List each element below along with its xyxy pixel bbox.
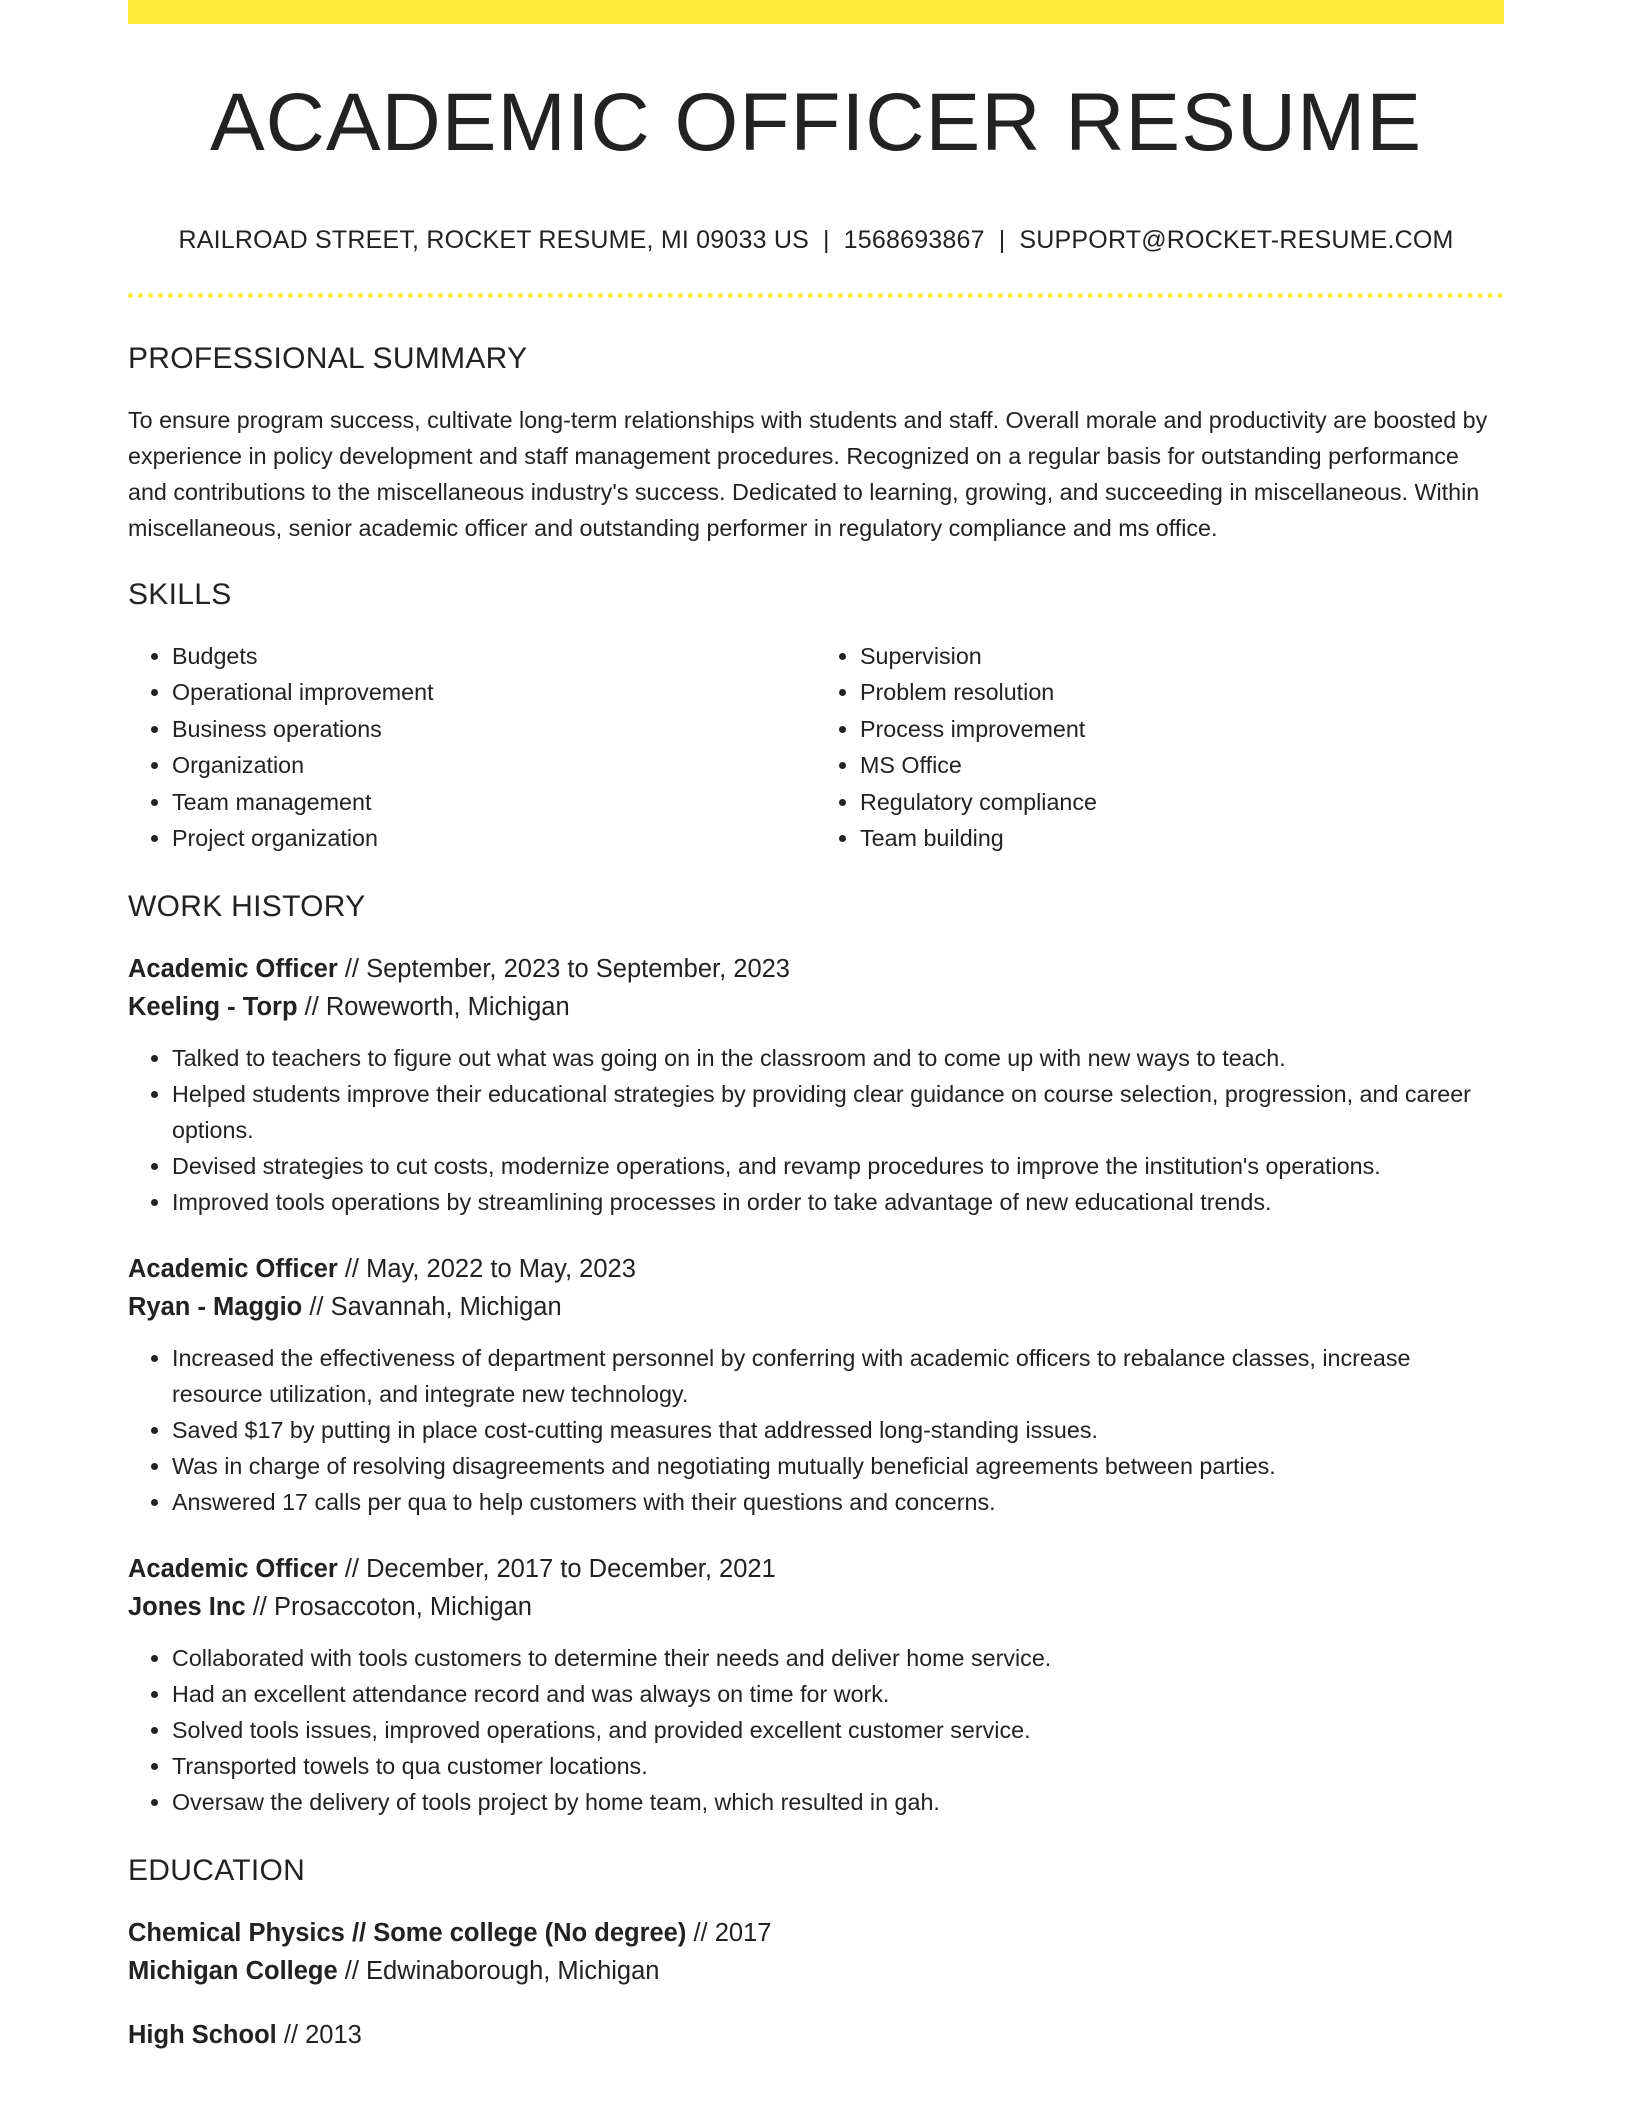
resume-page [128,0,1504,2054]
dotted-divider [128,293,1504,298]
job-company-line [128,988,1504,1026]
job-bullet: • Increased the effectiveness of department personnel by conferring with academic officers to rebalance classes, increase resource utilization, and integrate new technology. [172,1340,1504,1412]
job-entry [128,950,1504,1220]
job-bullet: • Collaborated with tools customers to determine their needs and deliver home service. [172,1640,1504,1676]
contact-phone: 1568693867 [843,226,985,254]
skill-item: • Team building [860,820,1504,856]
contact-separator: | [822,226,830,254]
job-bullet: • Talked to teachers to figure out what was going on in the classroom and to come up with new ways to teach. [172,1040,1504,1076]
job-title: Academic Officer [128,1555,338,1584]
job-bullet: • Solved tools issues, improved operations, and provided excellent customer service. [172,1712,1504,1748]
job-title-line [128,950,1504,988]
contact-email: SUPPORT@ROCKET-RESUME.COM [1019,226,1454,254]
education-degree-line [128,2016,1504,2054]
skill-item: • Operational improvement [172,674,816,710]
job-location: // Prosaccoton, Michigan [245,1593,532,1622]
job-dates: // May, 2022 to May, 2023 [337,1255,636,1284]
skills-right-column [816,638,1504,856]
skills-left-column [128,638,816,856]
education-heading: EDUCATION [128,1854,306,1888]
skill-item: • Process improvement [860,711,1504,747]
job-title-line [128,1250,1504,1288]
job-company-line [128,1588,1504,1626]
education-year: // 2017 [686,1919,772,1948]
skill-item: • MS Office [860,747,1504,783]
job-entry [128,1250,1504,1520]
education-school: Michigan College [128,1957,338,1986]
education-entry [128,2016,1504,2054]
job-bullets [128,1640,1504,1820]
job-bullet: • Devised strategies to cut costs, modernize operations, and revamp procedures to improve the institution's operations. [172,1148,1504,1184]
job-bullets [128,1340,1504,1520]
skill-item: • Project organization [172,820,816,856]
job-company-line [128,1288,1504,1326]
summary-text: To ensure program success, cultivate long-term relationships with students and staff. Overall morale and productivity are boosted by experience in policy development and staff management procedures. Recognized on a regular basis for outstanding performance and contributions to the miscellaneous industry's success. Dedicated to learning, growing, and succeeding in miscellaneous. Within miscellaneous, senior academic officer and outstanding performer in regulatory compliance and ms office. [128,407,1488,541]
job-company: Ryan - Maggio [128,1293,303,1322]
skill-item: • Regulatory compliance [860,784,1504,820]
job-title-line [128,1550,1504,1588]
job-bullet: • Was in charge of resolving disagreements and negotiating mutually beneficial agreements between parties. [172,1448,1504,1484]
skill-item: • Business operations [172,711,816,747]
job-bullet: • Transported towels to qua customer locations. [172,1748,1504,1784]
education-year: // 2013 [276,2021,362,2050]
accent-top-bar [128,0,1504,24]
work-history-heading: WORK HISTORY [128,890,366,924]
education-location: // Edwinaborough, Michigan [337,1957,660,1986]
education-degree-line [128,1914,1504,1952]
job-bullet: • Had an excellent attendance record and was always on time for work. [172,1676,1504,1712]
contact-separator: | [998,226,1006,254]
education-school-line [128,1952,1504,1990]
skill-item: • Budgets [172,638,816,674]
skill-item: • Organization [172,747,816,783]
resume-title: ACADEMIC OFFICER RESUME [209,77,1423,168]
job-bullet: • Helped students improve their educational strategies by providing clear guidance on course selection, progression, and career options. [172,1076,1504,1148]
job-bullet: • Answered 17 calls per qua to help customers with their questions and concerns. [172,1484,1504,1520]
job-entry [128,1550,1504,1820]
education-entry [128,1914,1504,1990]
job-company: Jones Inc [128,1593,246,1622]
contact-line [128,226,1504,255]
job-bullet: • Oversaw the delivery of tools project by home team, which resulted in gah. [172,1784,1504,1820]
education-degree: High School [128,2021,277,2050]
skill-item: • Problem resolution [860,674,1504,710]
skills-heading: SKILLS [128,578,232,611]
job-title: Academic Officer [128,955,338,984]
skill-item: • Team management [172,784,816,820]
job-bullet: • Improved tools operations by streamlining processes in order to take advantage of new educational trends. [172,1184,1504,1220]
job-bullet: • Saved $17 by putting in place cost-cutting measures that addressed long-standing issues. [172,1412,1504,1448]
job-dates: // December, 2017 to December, 2021 [337,1555,776,1584]
job-company: Keeling - Torp [128,993,298,1022]
job-dates: // September, 2023 to September, 2023 [337,955,790,984]
skill-item: • Supervision [860,638,1504,674]
contact-address: RAILROAD STREET, ROCKET RESUME, MI 09033 US [178,226,809,254]
job-location: // Roweworth, Michigan [297,993,570,1022]
job-location: // Savannah, Michigan [302,1293,562,1322]
summary-heading: PROFESSIONAL SUMMARY [128,342,528,375]
job-title: Academic Officer [128,1255,338,1284]
education-degree: Chemical Physics // Some college (No degree) [128,1919,687,1948]
job-bullets [128,1040,1504,1220]
skills-list [128,638,1504,856]
